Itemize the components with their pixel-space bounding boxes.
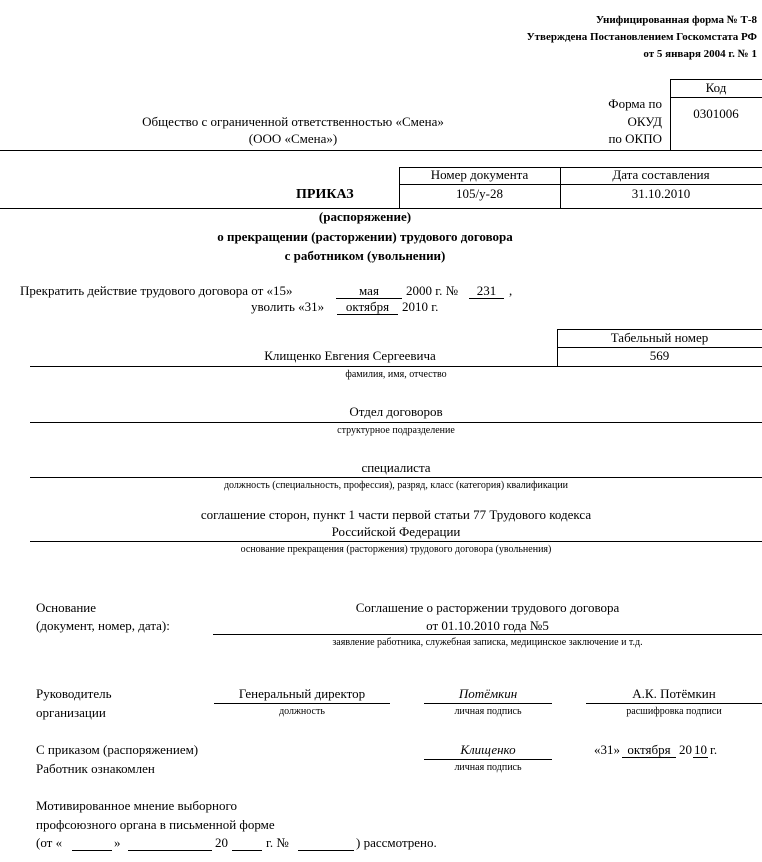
- okud-value: 0301006: [693, 106, 739, 121]
- form-header-line3: от 5 января 2004 г. № 1: [643, 48, 757, 60]
- title-sub3: с работником (увольнении): [284, 248, 446, 263]
- basis-caption: заявление работника, служебная записка, медицинское заключение и т.д.: [332, 637, 643, 648]
- dismiss-month: октября: [345, 299, 390, 314]
- position-caption: должность (специальность, профессия), разряд, класс (категория) квалификации: [223, 480, 569, 491]
- manager-signature-caption: личная подпись: [454, 706, 522, 717]
- manager-decoding: А.К. Потёмкин: [632, 686, 716, 701]
- department: Отдел договоров: [349, 404, 443, 419]
- organization-underline: [0, 150, 762, 151]
- position: специалиста: [361, 460, 431, 475]
- doc-date-header: Дата составления: [612, 167, 710, 182]
- union-line3-a: (от «: [36, 835, 63, 850]
- organization-full-name: Общество с ограниченной ответственностью «Смена»: [142, 114, 444, 129]
- doc-number-value: 105/у-28: [456, 186, 503, 201]
- terminate-comma: ,: [509, 283, 513, 298]
- ground-line2: Российской Федерации: [331, 524, 461, 539]
- manager-label1: Руководитель: [36, 686, 112, 701]
- manager-signature: Потёмкин: [458, 686, 518, 701]
- okud-label: ОКУД: [627, 114, 662, 129]
- terminate-month: мая: [359, 283, 379, 298]
- employee-signature-caption: личная подпись: [454, 762, 522, 773]
- union-line3-e: ) рассмотрено.: [356, 835, 437, 850]
- title-sub2: о прекращении (расторжении) трудового договора: [217, 229, 513, 244]
- ground-line1: соглашение сторон, пункт 1 части первой статьи 77 Трудового кодекса: [200, 507, 592, 522]
- title-sub1: (распоряжение): [318, 209, 412, 224]
- acquainted-label1: С приказом (распоряжением): [36, 742, 199, 757]
- union-line3-c: 20: [215, 835, 228, 850]
- acquainted-label2: Работник ознакомлен: [36, 761, 155, 776]
- manager-label2: организации: [36, 705, 106, 720]
- basis-value1: Соглашение о расторжении трудового договора: [355, 600, 620, 615]
- union-line3-b: »: [114, 835, 121, 850]
- manager-decoding-caption: расшифровка подписи: [626, 706, 722, 717]
- department-caption: структурное подразделение: [337, 425, 455, 436]
- manager-position: Генеральный директор: [238, 686, 366, 701]
- doc-number-header: Номер документа: [430, 167, 529, 182]
- terminate-prefix: Прекратить действие трудового договора от «15»: [20, 283, 293, 298]
- union-line3-d: г. №: [266, 835, 289, 850]
- form-header-line1: Унифицированная форма № Т-8: [595, 14, 757, 26]
- contract-number: 231: [476, 283, 497, 298]
- basis-value2: от 01.10.2010 года №5: [426, 618, 549, 633]
- union-line1: Мотивированное мнение выборного: [36, 798, 237, 813]
- forma-po-label: Форма по: [608, 96, 662, 111]
- acquainted-date-suffix: г.: [710, 742, 718, 757]
- page-title: ПРИКАЗ: [296, 187, 354, 202]
- employee-name-caption: фамилия, имя, отчество: [345, 369, 447, 380]
- tab-number-header: Табельный номер: [610, 330, 709, 345]
- tab-number-value: 569: [649, 348, 670, 363]
- employee-name: Клищенко Евгения Сергеевича: [264, 348, 436, 363]
- acquainted-date-year-b: 10: [694, 742, 707, 757]
- organization-short-name: (ООО «Смена»): [248, 131, 338, 146]
- doc-date-value: 31.10.2010: [631, 186, 691, 201]
- dismiss-year: 2010 г.: [402, 299, 439, 314]
- dismiss-prefix: уволить «31»: [251, 299, 325, 314]
- basis-label2: (документ, номер, дата):: [36, 618, 170, 633]
- basis-label1: Основание: [36, 600, 97, 615]
- acquainted-date-prefix: «31»: [594, 742, 620, 757]
- terminate-year: 2000 г. №: [406, 283, 459, 298]
- manager-position-caption: должность: [279, 706, 325, 717]
- acquainted-date-month: октября: [627, 742, 671, 757]
- kod-header: Код: [705, 80, 727, 95]
- ground-caption: основание прекращения (расторжения) трудового договора (увольнения): [240, 544, 552, 555]
- okpo-label: по ОКПО: [608, 131, 662, 146]
- form-header-line2: Утверждена Постановлением Госкомстата РФ: [526, 31, 757, 43]
- employee-signature: Клищенко: [460, 742, 516, 757]
- acquainted-date-year-a: 20: [679, 742, 692, 757]
- union-line2: профсоюзного органа в письменной форме: [36, 817, 275, 832]
